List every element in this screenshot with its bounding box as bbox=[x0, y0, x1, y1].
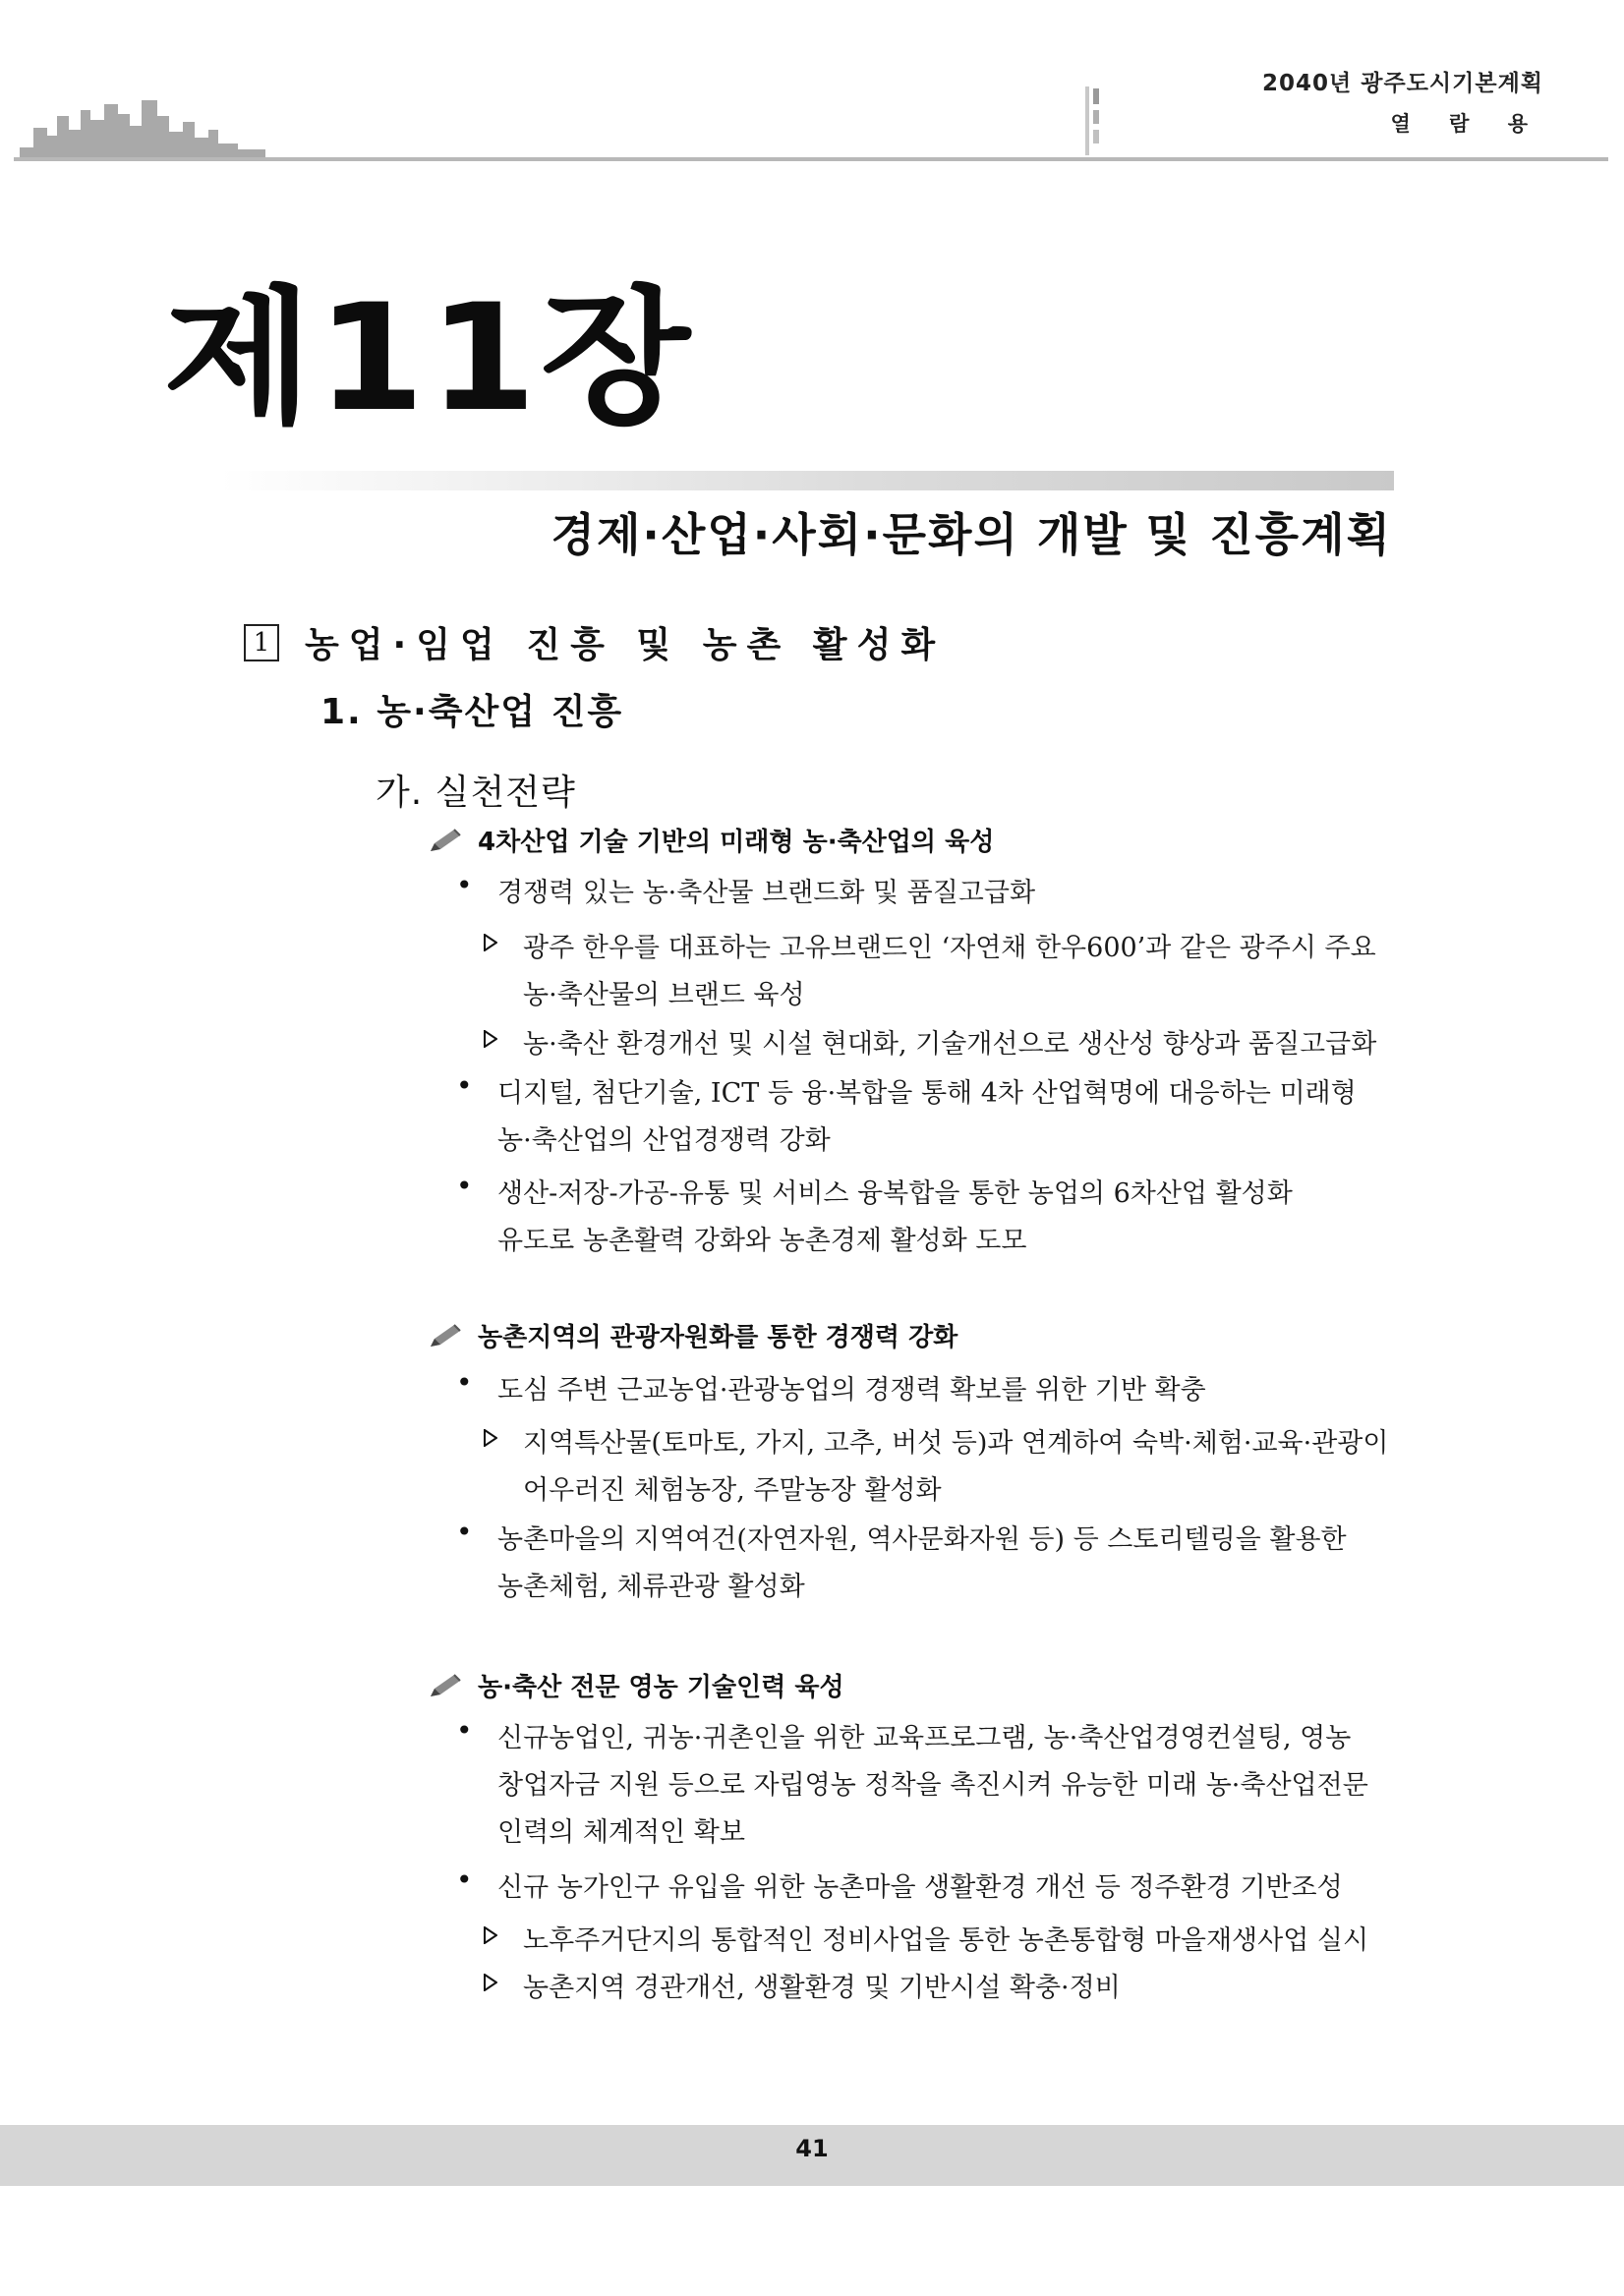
page-number: 41 bbox=[795, 2135, 829, 2162]
triangle-marker-icon bbox=[484, 1926, 497, 1944]
bullet-line: 신규 농가인구 유입을 위한 농촌마을 생활환경 개선 등 정주환경 기반조성 bbox=[497, 1872, 1343, 1903]
header-rule bbox=[14, 157, 1608, 161]
sub-bullet-line: 농·축산물의 브랜드 육성 bbox=[523, 980, 805, 1010]
sub-bullet-line: 농촌지역 경관개선, 생활환경 및 기반시설 확충·정비 bbox=[523, 1973, 1121, 2003]
section-heading bbox=[244, 617, 945, 667]
strategy-heading-text: 4차산업 기술 기반의 미래형 농·축산업의 육성 bbox=[478, 828, 995, 857]
bullet-dot: • bbox=[456, 1864, 473, 1896]
bullet-line: 신규농업인, 귀농·귀촌인을 위한 교육프로그램, 농·축산업경영컨설팅, 영농 bbox=[497, 1723, 1352, 1753]
bullet-line: 경쟁력 있는 농·축산물 브랜드화 및 품질고급화 bbox=[497, 878, 1036, 908]
triangle-marker-icon bbox=[484, 934, 497, 951]
bullet-dot: • bbox=[456, 1516, 473, 1548]
subsubsection-title: 가. 실천전략 bbox=[376, 773, 576, 813]
sub-bullet-line: 어우러진 체험농장, 주말농장 활성화 bbox=[523, 1475, 942, 1506]
header-divider-bars bbox=[1085, 86, 1103, 155]
bullet-line: 농촌체험, 체류관광 활성화 bbox=[497, 1572, 805, 1602]
sub-bullet-line: 지역특산물(토마토, 가지, 고추, 버섯 등)과 연계하여 숙박·체험·교육·관광이 bbox=[523, 1428, 1389, 1459]
bullet-dot: • bbox=[456, 1714, 473, 1747]
subsection-title: 1. 농·축산업 진흥 bbox=[320, 692, 624, 732]
section-number-box: 1 bbox=[244, 624, 279, 661]
strategy-heading bbox=[429, 1317, 957, 1353]
triangle-marker-icon bbox=[484, 1030, 497, 1048]
strategy-heading bbox=[429, 1667, 844, 1703]
section-title: 농업·임업 진흥 및 농촌 활성화 bbox=[305, 625, 946, 665]
chapter-band bbox=[220, 471, 1394, 490]
document-title: 2040년 광주도시기본계획 bbox=[1262, 71, 1543, 96]
triangle-marker-icon bbox=[484, 1429, 497, 1447]
bullet-line: 농촌마을의 지역여건(자연자원, 역사문화자원 등) 등 스토리텔링을 활용한 bbox=[497, 1524, 1347, 1555]
strategy-heading-text: 농촌지역의 관광자원화를 통한 경쟁력 강화 bbox=[478, 1323, 958, 1352]
document-subtitle: 열 람 용 bbox=[1390, 112, 1543, 136]
skyline-graphic bbox=[20, 86, 265, 161]
bullet-line: 창업자금 지원 등으로 자립영농 정착을 촉진시켜 유능한 미래 농·축산업전문 bbox=[497, 1770, 1368, 1801]
strategy-heading-text: 농·축산 전문 영농 기술인력 육성 bbox=[478, 1673, 844, 1702]
bullet-line: 생산-저장-가공-유통 및 서비스 융복합을 통한 농업의 6차산업 활성화 bbox=[497, 1178, 1293, 1209]
bullet-line: 인력의 체계적인 확보 bbox=[497, 1817, 745, 1848]
bullet-line: 유도로 농촌활력 강화와 농촌경제 활성화 도모 bbox=[497, 1226, 1027, 1256]
bullet-dot: • bbox=[456, 869, 473, 901]
bullet-dot: • bbox=[456, 1366, 473, 1399]
sub-bullet-line: 광주 한우를 대표하는 고유브랜드인 ‘자연채 한우600’과 같은 광주시 주요 bbox=[523, 933, 1376, 963]
chapter-subtitle: 경제·산업·사회·문화의 개발 및 진흥계획 bbox=[551, 508, 1392, 561]
bullet-line: 도심 주변 근교농업·관광농업의 경쟁력 확보를 위한 기반 확충 bbox=[497, 1375, 1206, 1406]
bullet-line: 디지털, 첨단기술, ICT 등 융·복합을 통해 4차 산업혁명에 대응하는 미래형 bbox=[497, 1078, 1357, 1109]
sub-bullet-line: 농·축산 환경개선 및 시설 현대화, 기술개선으로 생산성 향상과 품질고급화 bbox=[523, 1029, 1377, 1060]
pencil-icon bbox=[429, 1673, 462, 1698]
pencil-icon bbox=[429, 828, 462, 853]
strategy-heading bbox=[429, 822, 994, 858]
bullet-line: 농·축산업의 산업경쟁력 강화 bbox=[497, 1125, 831, 1156]
sub-bullet-line: 노후주거단지의 통합적인 정비사업을 통한 농촌통합형 마을재생사업 실시 bbox=[523, 1925, 1369, 1956]
pencil-icon bbox=[429, 1323, 462, 1349]
triangle-marker-icon bbox=[484, 1974, 497, 1991]
bullet-dot: • bbox=[456, 1170, 473, 1202]
chapter-title: 제11장 bbox=[163, 273, 695, 444]
bullet-dot: • bbox=[456, 1069, 473, 1102]
